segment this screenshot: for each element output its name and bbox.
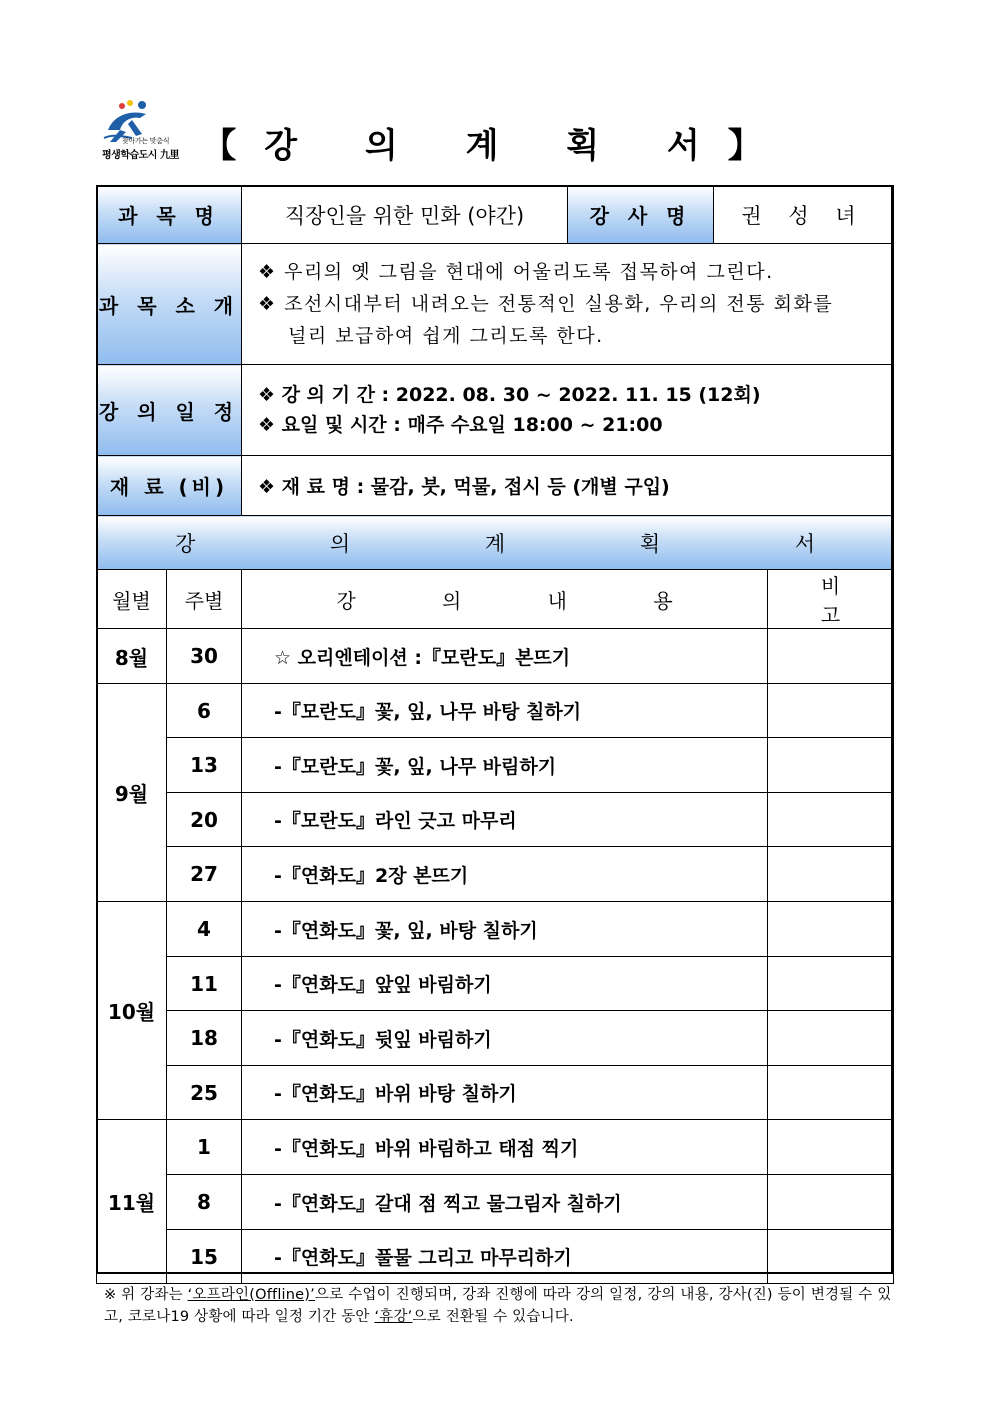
note-cell <box>768 629 894 684</box>
note-cell <box>768 684 894 738</box>
footnote <box>104 1284 894 1328</box>
logo-name: 평생학습도시 九里 <box>102 150 179 161</box>
week-cell: 11 <box>167 957 242 1011</box>
intro-label: 과 목 소 개 <box>97 244 242 365</box>
note-cell <box>768 847 894 902</box>
schedule-content <box>242 365 894 456</box>
table-row <box>97 1011 894 1066</box>
note-cell <box>768 902 894 957</box>
intro-line: 널리 보급하여 쉽게 그리도록 한다. <box>288 325 604 347</box>
table-row <box>97 1175 894 1230</box>
table-row <box>97 1066 894 1120</box>
week-cell: 15 <box>167 1230 242 1284</box>
month-cell: 10월 <box>97 902 167 1120</box>
footnote-text: 으로 수업이 진행되며, 강좌 진행에 따라 강의 일정, 강의 내용, 강사(진) 등이 변경될 수 있고, 코로나19 상황에 따라 일정 기간 동안 <box>104 1287 892 1325</box>
content-cell: -『모란도』라인 긋고 마무리 <box>242 793 768 847</box>
subject-label: 과 목 명 <box>97 186 242 244</box>
material-label: 재 료 (비) <box>97 456 242 516</box>
content-cell: -『연화도』꽃, 잎, 바탕 칠하기 <box>242 902 768 957</box>
content-cell: -『연화도』2장 본뜨기 <box>242 847 768 902</box>
month-cell: 9월 <box>97 684 167 902</box>
material-value: ❖ 재 료 명 : 물감, 붓, 먹물, 접시 등 (개별 구입) <box>242 456 894 516</box>
logo-tagline: 찾아가는 맞춤식 <box>122 137 170 145</box>
lecture-plan-table <box>96 185 894 1284</box>
note-cell <box>768 1175 894 1230</box>
week-cell: 1 <box>167 1120 242 1175</box>
instructor-label: 강 사 명 <box>568 186 714 244</box>
schedule-line: ❖ 요일 및 시간 : 매주 수요일 18:00 ~ 21:00 <box>258 414 663 436</box>
schedule-label: 강 의 일 정 <box>97 365 242 456</box>
table-row <box>97 738 894 793</box>
week-cell: 25 <box>167 1066 242 1120</box>
month-cell: 11월 <box>97 1120 167 1284</box>
footnote-offline: ‘오프라인(Offline)’ <box>187 1287 315 1303</box>
week-cell: 4 <box>167 902 242 957</box>
content-cell: -『모란도』꽃, 잎, 나무 바림하기 <box>242 738 768 793</box>
table-row <box>97 902 894 957</box>
table-row <box>97 847 894 902</box>
instructor-value: 권 성 녀 <box>714 186 894 244</box>
week-cell: 13 <box>167 738 242 793</box>
table-row <box>97 684 894 738</box>
footnote-closure: ‘휴강’ <box>374 1309 413 1325</box>
note-cell <box>768 738 894 793</box>
col-content: 강 의 내 용 <box>242 570 768 629</box>
col-month: 월별 <box>97 570 167 629</box>
intro-content <box>242 244 894 365</box>
week-cell: 20 <box>167 793 242 847</box>
note-cell <box>768 1011 894 1066</box>
table-row <box>97 629 894 684</box>
content-cell: -『연화도』갈대 점 찍고 물그림자 칠하기 <box>242 1175 768 1230</box>
content-cell: -『모란도』꽃, 잎, 나무 바탕 칠하기 <box>242 684 768 738</box>
content-cell: ☆ 오리엔테이션 :『모란도』본뜨기 <box>242 629 768 684</box>
content-cell: -『연화도』뒷잎 바림하기 <box>242 1011 768 1066</box>
note-cell <box>768 793 894 847</box>
month-cell: 8월 <box>97 629 167 684</box>
col-note: 비 고 <box>768 570 894 629</box>
footnote-text: 으로 전환될 수 있습니다. <box>412 1309 574 1325</box>
week-cell: 27 <box>167 847 242 902</box>
table-row <box>97 1230 894 1284</box>
table-row <box>97 957 894 1011</box>
content-cell: -『연화도』풀물 그리고 마무리하기 <box>242 1230 768 1284</box>
schedule-line: ❖ 강 의 기 간 : 2022. 08. 30 ~ 2022. 11. 15 (12회) <box>258 384 761 406</box>
content-cell: -『연화도』바위 바림하고 태점 찍기 <box>242 1120 768 1175</box>
week-cell: 18 <box>167 1011 242 1066</box>
week-cell: 30 <box>167 629 242 684</box>
content-cell: -『연화도』바위 바탕 칠하기 <box>242 1066 768 1120</box>
note-cell <box>768 1230 894 1284</box>
footnote-text: ※ 위 강좌는 <box>104 1287 188 1303</box>
col-week: 주별 <box>167 570 242 629</box>
week-cell: 8 <box>167 1175 242 1230</box>
content-cell: -『연화도』앞잎 바림하기 <box>242 957 768 1011</box>
note-cell <box>768 1066 894 1120</box>
subject-value: 직장인을 위한 민화 (야간) <box>242 186 568 244</box>
note-cell <box>768 957 894 1011</box>
week-cell: 6 <box>167 684 242 738</box>
page-title: 【강 의 계 획 서】 <box>202 126 790 166</box>
table-row <box>97 793 894 847</box>
intro-line: ❖ 우리의 옛 그림을 현대에 어울리도록 접목하여 그린다. <box>258 261 774 283</box>
table-row <box>97 1120 894 1175</box>
plan-band-title: 강 의 계 획 서 <box>97 516 894 570</box>
intro-line: ❖ 조선시대부터 내려오는 전통적인 실용화, 우리의 전통 회화를 <box>258 293 834 315</box>
note-cell <box>768 1120 894 1175</box>
